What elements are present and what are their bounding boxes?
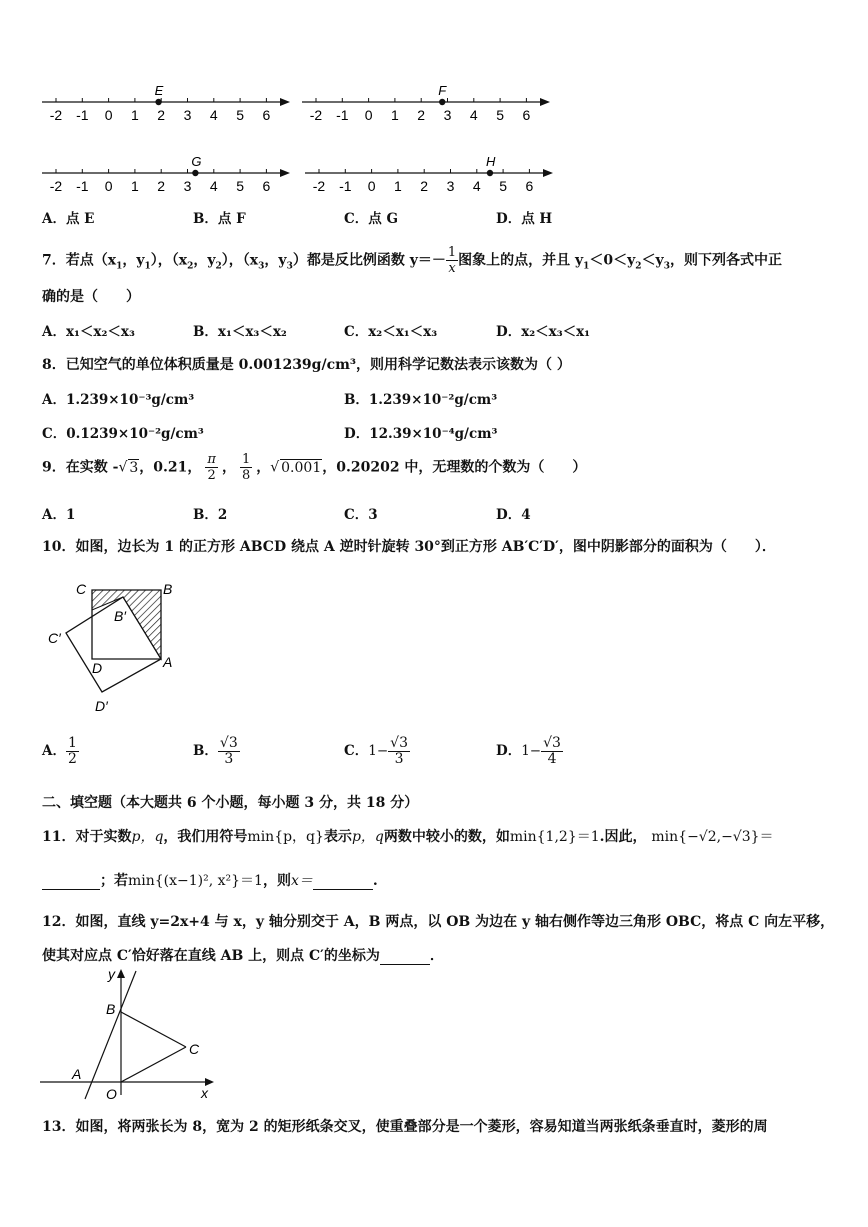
number-line-tick-label: -2 <box>49 107 63 123</box>
q12-side-oc <box>121 1047 186 1082</box>
q8-stem: 8．已知空气的单位体积质量是 0.001239g/cm³，则用科学记数法表示该数为（ ） <box>42 357 571 373</box>
q10-label-bp: B′ <box>114 608 126 624</box>
q9-stem: 9．在实数 -√ 3，0.21， $\frac{\pi}{2}$ ， $\frac{1}{8}$ ，√ 0.001，0.20202 中，无理数的个数为（ ） <box>42 452 587 483</box>
number-line-tick-label: 4 <box>209 107 218 123</box>
q8-option-c[interactable]: C．0.1239×10⁻²g/cm³ <box>42 426 204 442</box>
number-line-tick-label: 6 <box>522 107 531 123</box>
number-line-point-f <box>439 99 445 105</box>
number-line-tick-label: 1 <box>394 178 402 194</box>
q7-stem-c: 图象上的点，并且 y <box>458 252 584 269</box>
number-line-arrow <box>543 169 553 177</box>
number-line-tick-label: 3 <box>183 107 192 123</box>
q9-one-eighth: $\frac{1}{8}$ <box>241 452 251 483</box>
number-line-tick-label: 2 <box>157 178 166 194</box>
number-line-tick-label: 0 <box>364 107 373 123</box>
number-line-tick-label: 1 <box>131 178 139 194</box>
q7-stem-line1: 7．若点（$x_1$，$y_1$），（$x_2$，$y_2$），（$x_3$，$y_3$）都是反比例函数 y＝－ $\frac{1}{x}$ 图象上的点，并且 $y_1<0<y_2<y_3$，则下列各式中正 <box>42 245 782 276</box>
number-line-tick-label: 1 <box>131 107 139 123</box>
number-lines-figure <box>0 80 868 195</box>
q12-label-x: x <box>201 1085 208 1100</box>
number-line-tick-label: 3 <box>443 107 452 123</box>
number-line-point-e <box>155 99 161 105</box>
number-line-tick-label: 4 <box>209 178 218 194</box>
q8-option-d[interactable]: D．12.39×10⁻⁴g/cm³ <box>344 426 498 442</box>
number-line-arrow <box>540 98 550 106</box>
q6-option-d[interactable]: D．点 H <box>496 211 553 227</box>
number-line-tick-label: 3 <box>183 178 192 194</box>
number-line-arrow <box>280 98 290 106</box>
number-line-tick-label: 0 <box>104 178 113 194</box>
number-line-tick-label: 6 <box>262 178 271 194</box>
number-line-tick-label: -1 <box>339 178 352 194</box>
q9-option-a[interactable]: A．1 <box>42 507 76 523</box>
number-line-tick-label: 4 <box>472 178 481 194</box>
q11-line1: 11．对于实数p，q，我们用符号min{p，q}表示p，q两数中较小的数，如min{1,2}＝1.因此， min{−√2,−√3}＝ <box>42 829 774 845</box>
q10-shaded-region <box>92 590 161 659</box>
number-line-tick-label: -2 <box>312 178 326 194</box>
q6-option-c[interactable]: C．点 G <box>344 211 398 227</box>
q12-coordinate-figure <box>38 965 228 1100</box>
q13-line1: 13．如图，将两张长为 8，宽为 2 的矩形纸条交叉，使重叠部分是一个菱形，容易知道当两张纸条垂直时，菱形的周 <box>42 1119 768 1135</box>
number-line-tick-label: 4 <box>469 107 478 123</box>
q7-stem-d: ，则下列各式中正 <box>669 252 782 269</box>
q6-option-a[interactable]: A．点 E <box>42 211 95 227</box>
q10-option-b[interactable]: B． $\frac{√3}{3}$ <box>193 735 238 767</box>
q10-option-d[interactable]: D．1− $\frac{√3}{4}$ <box>496 735 561 767</box>
q12-side-bc <box>121 1012 186 1047</box>
number-line-arrow <box>280 169 290 177</box>
q10-stem: 10．如图，边长为 1 的正方形 ABCD 绕点 A 逆时针旋转 30°到正方形 AB′C′D′，图中阴影部分的面积为（ ）． <box>42 539 776 555</box>
q7-option-c[interactable]: C．x₂＜x₁＜x₃ <box>344 324 438 340</box>
number-line-tick-label: 6 <box>262 107 271 123</box>
number-line-point-g <box>192 170 198 176</box>
number-line-point-label: F <box>438 83 447 98</box>
q10-rotated-square-figure <box>40 575 190 725</box>
q9-stem-b: ，0.20202 中，无理数的个数为（ ） <box>322 459 587 476</box>
number-line-tick-label: 2 <box>420 178 429 194</box>
q9-sqrt3: 3 <box>129 459 139 476</box>
q7-stem-a: 7．若点（x <box>42 252 117 269</box>
number-line-tick-label: -1 <box>76 107 89 123</box>
q11-blank-1[interactable] <box>42 873 100 890</box>
q10-option-c[interactable]: C．1− $\frac{√3}{3}$ <box>344 735 408 767</box>
number-line-tick-label: -2 <box>49 178 63 194</box>
q9-pi-over-2: $\frac{\pi}{2}$ <box>207 452 216 483</box>
q11-line2: ；若min{(x−1)², x²}＝1，则x＝ . <box>42 870 378 890</box>
number-line-tick-label: 2 <box>417 107 426 123</box>
q12-line1: 12．如图，直线 y=2x+4 与 x，y 轴分别交于 A，B 两点，以 OB 为边在 y 轴右侧作等边三角形 OBC，将点 C 向左平移， <box>42 914 835 930</box>
q7-option-d[interactable]: D．x₂＜x₃＜x₁ <box>496 324 591 340</box>
number-line-point-label: G <box>191 154 202 169</box>
number-line-tick-label: 3 <box>446 178 455 194</box>
q9-stem-a: 9．在实数 - <box>42 459 119 476</box>
number-line-tick-label: 0 <box>104 107 113 123</box>
q10-label-dp: D′ <box>95 698 108 714</box>
q7-fraction: $\frac{1}{x}$ <box>447 245 457 276</box>
q12-label-c: C <box>189 1041 200 1057</box>
q6-option-b[interactable]: B．点 F <box>193 211 246 227</box>
number-line-tick-label: 5 <box>236 107 244 123</box>
q9-sep1: ，0.21， <box>139 459 202 476</box>
q10-label-cp: C′ <box>48 630 61 646</box>
q12-label-o: O <box>106 1086 117 1100</box>
q10-option-a[interactable]: A． $\frac{1}{2}$ <box>42 735 77 767</box>
number-line-tick-label: 5 <box>496 107 504 123</box>
number-line-tick-label: 2 <box>157 107 166 123</box>
q12-blank[interactable] <box>380 948 430 965</box>
q12-line-ab <box>85 971 136 1099</box>
q10-label-b: B <box>163 581 173 597</box>
q12-label-a: A <box>72 1066 82 1082</box>
q10-label-a: A <box>163 654 173 670</box>
section-2-heading: 二、填空题（本大题共 6 个小题，每小题 3 分，共 18 分） <box>42 795 419 811</box>
q12-y-arrow <box>117 969 125 978</box>
q9-sqrt-0001: 0.001 <box>281 459 322 476</box>
q9-option-d[interactable]: D．4 <box>496 507 531 523</box>
number-line-tick-label: 5 <box>499 178 507 194</box>
q10-label-c: C <box>76 581 87 597</box>
q12-line2: 使其对应点 C′恰好落在直线 AB 上，则点 C′的坐标为 ． <box>42 948 444 964</box>
q9-option-b[interactable]: B．2 <box>193 507 228 523</box>
number-line-tick-label: 1 <box>391 107 399 123</box>
q12-label-y: y <box>108 966 115 982</box>
q7-option-a[interactable]: A．x₁＜x₂＜x₃ <box>42 324 135 340</box>
number-line-tick-label: 5 <box>236 178 244 194</box>
q11-blank-2[interactable] <box>313 873 373 890</box>
number-line-point-label: E <box>154 83 164 98</box>
q12-label-b: B <box>106 1001 116 1017</box>
q9-option-c[interactable]: C．3 <box>344 507 378 523</box>
number-line-tick-label: 6 <box>525 178 534 194</box>
number-line-tick-label: -1 <box>336 107 349 123</box>
number-line-tick-label: -2 <box>309 107 323 123</box>
q10-label-d: D <box>92 660 103 676</box>
q8-option-a[interactable]: A．1.239×10⁻³g/cm³ <box>42 392 195 408</box>
number-line-point-h <box>487 170 493 176</box>
q8-option-b[interactable]: B．1.239×10⁻²g/cm³ <box>344 392 498 408</box>
q7-option-b[interactable]: B．x₁＜x₃＜x₂ <box>193 324 287 340</box>
q7-stem-b: ）都是反比例函数 y＝－ <box>292 252 446 269</box>
q7-stem-line2: 确的是（ ） <box>42 289 140 305</box>
number-line-point-label: H <box>485 154 496 169</box>
number-line-tick-label: 0 <box>367 178 376 194</box>
number-line-tick-label: -1 <box>76 178 89 194</box>
